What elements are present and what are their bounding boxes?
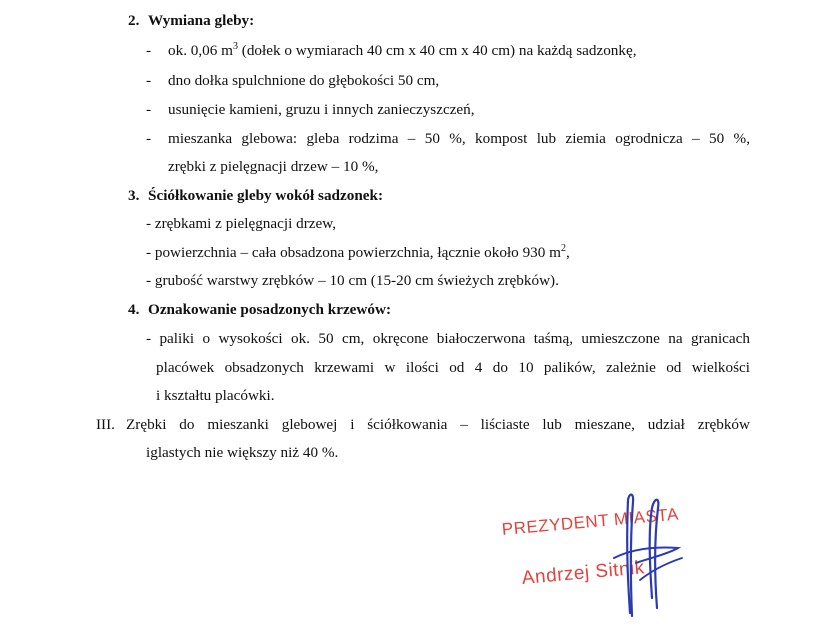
section-3-heading [128, 186, 383, 206]
section-4-item-1-line-2: placówek obsadzonych krzewami w ilości od 4 do 10 palików, zależnie od wielkości [156, 359, 750, 376]
section-2-item-4-continued: zrębki z pielęgnacji drzew – 10 %, [168, 158, 379, 175]
section-III-number: III. [96, 416, 115, 433]
section-2-item-2: - dno dołka spulchnione do głębokości 50 cm, [146, 72, 440, 89]
section-4-title: Oznakowanie posadzonych krzewów: [148, 301, 392, 318]
bullet-dash: - [146, 130, 152, 147]
stamp-title: PREZYDENT MIASTA [501, 504, 680, 539]
section-2-heading [128, 11, 254, 31]
section-2-item-4: - mieszanka glebowa: gleba rodzima – 50 %, kompost lub ziemia ogrodnicza – 50 %, [146, 130, 750, 147]
section-3-item-1: - zrębkami z pielęgnacji drzew, [146, 215, 337, 232]
section-4-item-1-line-3: i kształtu placówki. [156, 387, 275, 404]
section-4-item-1-line-1: - paliki o wysokości ok. 50 cm, okręcone białoczerwona taśmą, umieszczone na granicach [146, 330, 750, 347]
stamp-name: Andrzej Sitnik [521, 557, 646, 589]
section-3-item-2: - powierzchnia – cała obsadzona powierzchnia, łącznie około 930 $m^2$, [146, 243, 570, 261]
section-2-item-3: - usunięcie kamieni, gruzu i innych zanieczyszczeń, [146, 101, 475, 118]
bullet-dash: - [146, 72, 152, 89]
section-4-heading [128, 300, 391, 320]
bullet-dash: - [146, 101, 152, 118]
signature-icon [600, 488, 690, 628]
section-4-number: 4. [128, 301, 140, 318]
section-3-item-3: - grubość warstwy zrębków – 10 cm (15-20 cm świeżych zrębków). [146, 272, 559, 289]
section-3-number: 3. [128, 187, 140, 204]
section-III-line-2: iglastych nie większy niż 40 %. [146, 444, 339, 461]
section-3-title: Ściółkowanie gleby wokół sadzonek: [148, 187, 384, 204]
section-2-title: Wymiana gleby: [148, 12, 255, 29]
section-2-number: 2. [128, 12, 140, 29]
bullet-dash: - [146, 42, 152, 59]
section-2-item-1: - ok. 0,06 $m^3$ (dołek o wymiarach 40 cm x 40 cm x 40 cm) na każdą sadzonkę, [146, 41, 637, 59]
section-III-line-1: III. Zrębki do mieszanki glebowej i ściółkowania – liściaste lub mieszane, udział zrębków [96, 416, 750, 433]
